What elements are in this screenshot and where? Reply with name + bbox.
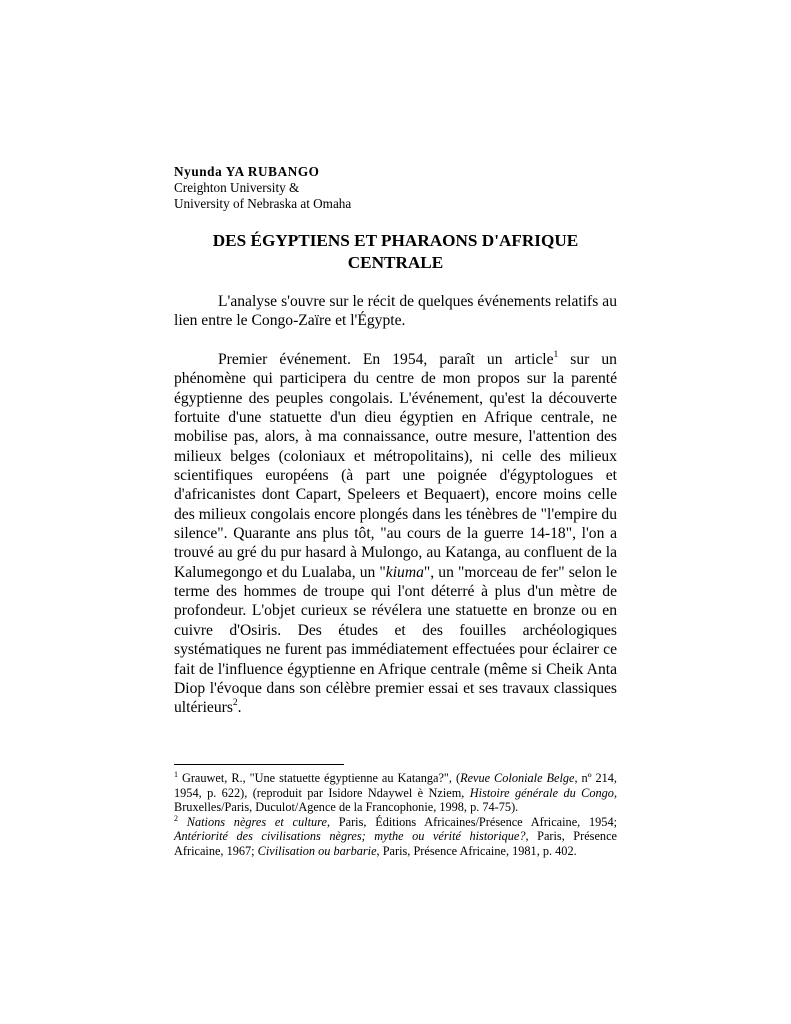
- footnote-text: , Paris, Présence Africaine, 1967;: [174, 829, 617, 858]
- footnote-number: 1: [174, 770, 178, 779]
- footnote-italic: Civilisation ou barbarie: [257, 843, 377, 858]
- author-name: Nyunda YA RUBANGO: [174, 164, 320, 179]
- footnote-reference: 2: [232, 698, 238, 709]
- text-segment: ", un "morceau de fer" selon le terme des hommes de troupe qui l'ont déterré à plus d'un mètre de profondeur. L'objet curieux se révélera une statuette en bronze ou en cuivre d'Osiris. Des études et des fouilles archéologiques systématiques ne furent pas immédiatement effectuées pour éclairer ce fait de l'influence égyptienne en Afrique centrale (même si Cheik Anta Diop l'évoque dans son célèbre premier essai et ses travaux classiques ultérieurs: [174, 563, 617, 717]
- footnote-reference: 1: [553, 350, 559, 360]
- title-line: DES ÉGYPTIENS ET PHARAONS D'AFRIQUE: [212, 231, 579, 250]
- title-line: CENTRALE: [347, 253, 444, 272]
- author-affiliation: Creighton University &: [174, 180, 300, 195]
- footnote-number: 2: [174, 813, 178, 823]
- text-segment: .: [237, 699, 242, 717]
- footnote-italic: Revue Coloniale Belge: [460, 771, 575, 785]
- footnote-text: , Paris, Éditions Africaines/Présence Africaine, 1954;: [326, 814, 618, 829]
- text-segment: sur un phénomène qui participera du centre de mon propos sur la parenté égyptienne des peuples congolais. L'événement, qu'est la découverte fortuite d'une statuette d'un dieu égyptien en Afrique centrale, ne mobilise pas, alors, à ma connaissance, outre mesure, l'attention des milieux belges (coloniaux et métropolitains), ni celle des milieux scientifiques européens (à part une poignée d'égyptologues et d'africanistes dont Capart, Speleers et Bequaert), encore moins celle des milieux congolais encore plongés dans les ténèbres de "l'empire du silence". Quarante ans plus tôt, "au cours de la guerre 14-18", l'on a trouvé au gré du pur hasard à Mulongo, au Katanga, au confluent de la Kalumegongo et du Lualaba, un ": [174, 351, 617, 581]
- paragraph-text: L'analyse s'ouvre sur le récit de quelques événements relatifs au lien entre le Congo-Zaïre et l'Égypte.: [174, 293, 617, 330]
- footnote-italic: Histoire générale du Congo: [469, 785, 614, 800]
- body-paragraph: [174, 350, 617, 718]
- footnote-2: [174, 815, 617, 859]
- author-block: [174, 164, 351, 212]
- body-paragraph: [174, 292, 617, 331]
- footnote-italic: Antériorité des civilisations nègres; mythe ou vérité historique?: [174, 829, 526, 844]
- footnote-1: [174, 771, 617, 815]
- footnote-italic: Nations nègres et culture: [178, 814, 327, 829]
- italic-term: kiuma: [385, 563, 424, 581]
- paragraph-text: [174, 350, 617, 718]
- footnote-separator: [174, 764, 344, 765]
- article-title: [174, 230, 617, 274]
- footnotes: [174, 771, 617, 859]
- footnote-text: , Bruxelles/Paris, Duculot/Agence de la Francophonie, 1998, p. 74-75).: [174, 785, 618, 815]
- footnote-text: Grauwet, R., "Une statuette égyptienne au Katanga?", (: [178, 771, 461, 785]
- author-affiliation: University of Nebraska at Omaha: [174, 196, 352, 211]
- footnote-text: , Paris, Présence Africaine, 1981, p. 402.: [376, 843, 577, 858]
- footnote-text: , nº 214, 1954, p. 622), (reproduit par Isidore Ndaywel è Nziem,: [174, 771, 617, 800]
- text-segment: Premier événement. En 1954, paraît un article: [218, 351, 554, 368]
